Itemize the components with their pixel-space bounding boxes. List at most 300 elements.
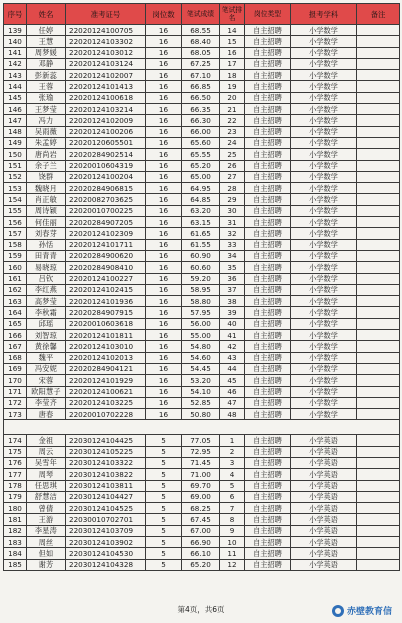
table-cell: 5 <box>220 480 245 491</box>
table-cell: 22030124103902 <box>66 537 146 548</box>
table-cell: 168 <box>4 352 27 363</box>
table-cell: 22020124103012 <box>66 47 146 58</box>
table-cell: 28 <box>220 183 245 194</box>
gap-cell <box>4 420 400 435</box>
table-cell: 54.80 <box>182 341 220 352</box>
table-cell: 唐春 <box>27 409 66 420</box>
table-row <box>4 352 400 363</box>
table-cell: 22030010702701 <box>66 514 146 525</box>
table-cell: 148 <box>4 126 27 137</box>
table-cell: 16 <box>146 330 182 341</box>
table-cell <box>357 81 400 92</box>
table-cell: 158 <box>4 239 27 250</box>
table-cell: 16 <box>146 386 182 397</box>
table-cell: 22020124100204 <box>66 171 146 182</box>
table-cell: 小学数学 <box>291 307 357 318</box>
table-cell <box>357 160 400 171</box>
table-cell: 邱瑶 <box>27 318 66 329</box>
table-cell: 小学数学 <box>291 363 357 374</box>
table-cell: 16 <box>146 228 182 239</box>
table-cell: 9 <box>220 525 245 536</box>
table-cell: 65.20 <box>182 559 220 570</box>
table-cell: 22030124104525 <box>66 503 146 514</box>
table-cell: 16 <box>146 239 182 250</box>
table-row <box>4 273 400 284</box>
table-row <box>4 307 400 318</box>
table-cell: 150 <box>4 149 27 160</box>
table-cell <box>357 284 400 295</box>
table-cell: 自主招聘 <box>245 514 291 525</box>
table-cell: 71.45 <box>182 457 220 468</box>
table-cell: 167 <box>4 341 27 352</box>
table-cell: 65.20 <box>182 160 220 171</box>
column-header: 笔试排名 <box>220 4 245 25</box>
table-cell: 52.85 <box>182 397 220 408</box>
table-cell: 25 <box>220 149 245 160</box>
table-cell: 自主招聘 <box>245 491 291 502</box>
table-cell: 自主招聘 <box>245 352 291 363</box>
table-cell: 小学数学 <box>291 115 357 126</box>
table-row <box>4 559 400 570</box>
table-cell: 54.60 <box>182 352 220 363</box>
table-cell: 66.85 <box>182 81 220 92</box>
table-cell: 155 <box>4 205 27 216</box>
table-cell: 自主招聘 <box>245 284 291 295</box>
page-footer: 第4页，共6页 <box>177 605 225 614</box>
table-cell: 142 <box>4 58 27 69</box>
table-cell: 16 <box>146 36 182 47</box>
table-cell: 41 <box>220 330 245 341</box>
table-cell: 李星涛 <box>27 525 66 536</box>
table-cell: 自主招聘 <box>245 149 291 160</box>
table-cell: 17 <box>220 58 245 69</box>
table-cell: 66.90 <box>182 537 220 548</box>
table-cell <box>357 525 400 536</box>
table-cell: 余子兰 <box>27 160 66 171</box>
table-cell <box>357 205 400 216</box>
table-cell: 19 <box>220 81 245 92</box>
table-row <box>4 194 400 205</box>
table-cell: 小学数学 <box>291 126 357 137</box>
table-cell: 自主招聘 <box>245 171 291 182</box>
table-cell: 小学英语 <box>291 559 357 570</box>
table-cell: 183 <box>4 537 27 548</box>
table-cell: 小学英语 <box>291 548 357 559</box>
table-cell: 5 <box>146 480 182 491</box>
table-cell: 140 <box>4 36 27 47</box>
table-cell: 153 <box>4 183 27 194</box>
table-cell: 22020010603618 <box>66 318 146 329</box>
table-cell: 自主招聘 <box>245 47 291 58</box>
table-row <box>4 70 400 81</box>
table-cell: 自主招聘 <box>245 435 291 446</box>
table-cell: 周梦媛 <box>27 47 66 58</box>
table-cell: 68.05 <box>182 47 220 58</box>
table-cell: 22020124102007 <box>66 70 146 81</box>
table-row <box>4 137 400 148</box>
table-cell <box>357 36 400 47</box>
table-cell: 16 <box>146 92 182 103</box>
table-cell: 64.85 <box>182 194 220 205</box>
table-row <box>4 480 400 491</box>
table-cell: 68.40 <box>182 36 220 47</box>
table-cell: 小学数学 <box>291 318 357 329</box>
table-cell: 小学数学 <box>291 341 357 352</box>
table-cell: 182 <box>4 525 27 536</box>
table-cell: 自主招聘 <box>245 205 291 216</box>
table-cell: 王梦莹 <box>27 104 66 115</box>
table-cell: 高梦莹 <box>27 296 66 307</box>
table-cell <box>357 92 400 103</box>
table-cell: 自主招聘 <box>245 446 291 457</box>
table-cell: 35 <box>220 262 245 273</box>
table-cell: 16 <box>146 194 182 205</box>
table-cell: 50.80 <box>182 409 220 420</box>
table-cell: 22020124101929 <box>66 375 146 386</box>
table-cell <box>357 137 400 148</box>
table-cell: 21 <box>220 104 245 115</box>
table-cell: 自主招聘 <box>245 397 291 408</box>
table-cell: 小学英语 <box>291 525 357 536</box>
table-row <box>4 58 400 69</box>
table-cell <box>357 250 400 261</box>
table-cell: 22020284900620 <box>66 250 146 261</box>
table-cell: 小学数学 <box>291 149 357 160</box>
table-cell <box>357 503 400 514</box>
table-cell: 16 <box>146 25 182 36</box>
table-row <box>4 149 400 160</box>
table-cell <box>357 375 400 386</box>
table-cell: 自主招聘 <box>245 469 291 480</box>
table-cell: 178 <box>4 480 27 491</box>
table-cell: 周丝 <box>27 537 66 548</box>
table-cell: 16 <box>146 375 182 386</box>
table-cell: 5 <box>146 446 182 457</box>
table-cell: 小学英语 <box>291 537 357 548</box>
table-cell: 小学数学 <box>291 92 357 103</box>
table-cell: 自主招聘 <box>245 330 291 341</box>
table-cell: 22020124101936 <box>66 296 146 307</box>
table-cell: 自主招聘 <box>245 457 291 468</box>
table-cell: 小学数学 <box>291 205 357 216</box>
table-cell: 66.30 <box>182 115 220 126</box>
table-cell: 185 <box>4 559 27 570</box>
table-cell: 5 <box>146 514 182 525</box>
table-cell: 67.45 <box>182 514 220 525</box>
table-cell: 自主招聘 <box>245 104 291 115</box>
table-cell: 22020124100621 <box>66 386 146 397</box>
table-cell: 170 <box>4 375 27 386</box>
table-cell: 22020284906815 <box>66 183 146 194</box>
column-header: 报考学科 <box>291 4 357 25</box>
table-cell: 179 <box>4 491 27 502</box>
table-cell: 175 <box>4 446 27 457</box>
table-cell: 小学英语 <box>291 469 357 480</box>
table-cell: 55.00 <box>182 330 220 341</box>
table-row <box>4 318 400 329</box>
table-cell: 刘智琼 <box>27 330 66 341</box>
table-cell: 173 <box>4 409 27 420</box>
table-cell: 177 <box>4 469 27 480</box>
table-row <box>4 250 400 261</box>
table-cell: 自主招聘 <box>245 525 291 536</box>
table-cell: 172 <box>4 397 27 408</box>
table-row <box>4 330 400 341</box>
table-cell: 22020120605501 <box>66 137 146 148</box>
table-cell: 143 <box>4 70 27 81</box>
table-cell: 22020124102309 <box>66 228 146 239</box>
table-cell: 周云 <box>27 446 66 457</box>
table-cell: 174 <box>4 435 27 446</box>
table-cell: 22020284907915 <box>66 307 146 318</box>
table-cell: 自主招聘 <box>245 307 291 318</box>
table-cell: 67.10 <box>182 70 220 81</box>
table-cell <box>357 318 400 329</box>
table-cell: 40 <box>220 318 245 329</box>
table-cell: 16 <box>146 352 182 363</box>
table-cell: 33 <box>220 239 245 250</box>
table-cell: 彭新蕊 <box>27 70 66 81</box>
table-row <box>4 503 400 514</box>
table-cell <box>357 446 400 457</box>
table-cell: 田青青 <box>27 250 66 261</box>
table-cell: 孙恬 <box>27 239 66 250</box>
table-row <box>4 469 400 480</box>
table-cell: 66.35 <box>182 104 220 115</box>
table-cell: 58.95 <box>182 284 220 295</box>
table-row <box>4 92 400 103</box>
table-cell: 160 <box>4 262 27 273</box>
table-cell: 57.95 <box>182 307 220 318</box>
table-cell <box>357 115 400 126</box>
table-cell: 李秋霜 <box>27 307 66 318</box>
table-cell: 易晓琼 <box>27 262 66 273</box>
table-cell: 38 <box>220 296 245 307</box>
table-cell: 68.55 <box>182 25 220 36</box>
wechat-icon <box>332 605 344 617</box>
table-cell: 18 <box>220 70 245 81</box>
table-cell: 5 <box>146 503 182 514</box>
table-cell: 小学数学 <box>291 70 357 81</box>
table-cell: 26 <box>220 160 245 171</box>
table-cell <box>357 548 400 559</box>
table-cell: 22020124100206 <box>66 126 146 137</box>
table-cell: 27 <box>220 171 245 182</box>
table-cell: 16 <box>146 284 182 295</box>
table-cell: 自主招聘 <box>245 137 291 148</box>
column-header: 准考证号 <box>66 4 146 25</box>
table-cell: 吴雨薇 <box>27 126 66 137</box>
table-cell: 64.95 <box>182 183 220 194</box>
table-cell: 11 <box>220 548 245 559</box>
table-row <box>4 525 400 536</box>
watermark-text: 赤壁教育信 <box>346 607 392 617</box>
table-cell: 2 <box>220 446 245 457</box>
table-cell: 自主招聘 <box>245 537 291 548</box>
table-cell: 小学数学 <box>291 386 357 397</box>
table-cell: 16 <box>146 104 182 115</box>
table-cell <box>357 47 400 58</box>
score-table <box>3 3 400 571</box>
table-cell: 22 <box>220 115 245 126</box>
table-row <box>4 171 400 182</box>
table-row <box>4 514 400 525</box>
table-cell <box>357 273 400 284</box>
table-cell: 22030124103822 <box>66 469 146 480</box>
table-cell <box>357 126 400 137</box>
table-cell: 小学英语 <box>291 446 357 457</box>
table-cell: 自主招聘 <box>245 250 291 261</box>
table-cell: 144 <box>4 81 27 92</box>
table-cell: 魏平 <box>27 352 66 363</box>
table-cell: 自主招聘 <box>245 228 291 239</box>
table-cell: 冯力 <box>27 115 66 126</box>
table-cell: 22030124104427 <box>66 491 146 502</box>
table-cell: 22030124105225 <box>66 446 146 457</box>
table-cell: 14 <box>220 25 245 36</box>
table-cell: 22020124103010 <box>66 341 146 352</box>
table-cell: 34 <box>220 250 245 261</box>
table-cell: 43 <box>220 352 245 363</box>
table-cell <box>357 537 400 548</box>
table-cell: 5 <box>146 548 182 559</box>
table-cell: 小学数学 <box>291 25 357 36</box>
table-cell: 22030124103709 <box>66 525 146 536</box>
table-cell: 22020124103214 <box>66 104 146 115</box>
table-cell: 小学数学 <box>291 104 357 115</box>
table-cell: 16 <box>146 409 182 420</box>
table-cell <box>357 435 400 446</box>
column-header: 岗位数 <box>146 4 182 25</box>
table-cell: 小学数学 <box>291 58 357 69</box>
table-cell: 小学数学 <box>291 375 357 386</box>
table-cell: 自主招聘 <box>245 115 291 126</box>
table-cell: 朱孟婷 <box>27 137 66 148</box>
table-cell <box>357 469 400 480</box>
table-cell: 44 <box>220 363 245 374</box>
table-cell: 154 <box>4 194 27 205</box>
table-cell <box>357 559 400 570</box>
table-cell: 自主招聘 <box>245 126 291 137</box>
table-cell <box>357 70 400 81</box>
table-cell <box>357 341 400 352</box>
table-cell: 3 <box>220 457 245 468</box>
table-cell: 166 <box>4 330 27 341</box>
table-cell: 24 <box>220 137 245 148</box>
table-cell: 自主招聘 <box>245 36 291 47</box>
table-cell: 29 <box>220 194 245 205</box>
table-cell: 31 <box>220 217 245 228</box>
table-header <box>4 4 400 25</box>
table-cell: 李红燕 <box>27 284 66 295</box>
table-cell: 67.00 <box>182 525 220 536</box>
table-cell: 16 <box>146 70 182 81</box>
table-cell: 自主招聘 <box>245 375 291 386</box>
table-cell: 22020124103124 <box>66 58 146 69</box>
table-cell: 65.60 <box>182 137 220 148</box>
table-cell: 16 <box>146 171 182 182</box>
table-cell: 22020124100227 <box>66 273 146 284</box>
table-cell <box>357 409 400 420</box>
table-cell: 22030124103322 <box>66 457 146 468</box>
table-cell: 22020124101711 <box>66 239 146 250</box>
table-cell: 22020124100705 <box>66 25 146 36</box>
table-cell: 自主招聘 <box>245 559 291 570</box>
table-cell: 66.50 <box>182 92 220 103</box>
table-cell: 156 <box>4 217 27 228</box>
table-cell: 8 <box>220 514 245 525</box>
table-cell <box>357 104 400 115</box>
table-row <box>4 104 400 115</box>
table-cell: 任婷 <box>27 25 66 36</box>
table-cell <box>357 307 400 318</box>
table-cell <box>357 386 400 397</box>
table-row <box>4 397 400 408</box>
table-row <box>4 296 400 307</box>
table-cell <box>357 457 400 468</box>
table-cell: 151 <box>4 160 27 171</box>
table-cell: 小学数学 <box>291 296 357 307</box>
table-row <box>4 262 400 273</box>
table-cell: 自主招聘 <box>245 70 291 81</box>
table-cell: 61.55 <box>182 239 220 250</box>
table-cell: 自主招聘 <box>245 386 291 397</box>
table-cell: 149 <box>4 137 27 148</box>
table-row <box>4 36 400 47</box>
table-cell: 159 <box>4 250 27 261</box>
table-cell: 69.70 <box>182 480 220 491</box>
table-row <box>4 341 400 352</box>
table-row <box>4 491 400 502</box>
table-cell: 12 <box>220 559 245 570</box>
table-cell: 42 <box>220 341 245 352</box>
table-cell: 162 <box>4 284 27 295</box>
table-cell: 自主招聘 <box>245 548 291 559</box>
table-cell <box>357 183 400 194</box>
table-cell: 小学数学 <box>291 36 357 47</box>
table-cell: 46 <box>220 386 245 397</box>
table-row <box>4 115 400 126</box>
table-cell: 曾倩 <box>27 503 66 514</box>
table-cell: 16 <box>146 397 182 408</box>
table-cell <box>357 363 400 374</box>
table-cell: 小学数学 <box>291 239 357 250</box>
table-cell: 16 <box>146 341 182 352</box>
table-row <box>4 25 400 36</box>
table-row <box>4 217 400 228</box>
table-cell: 164 <box>4 307 27 318</box>
table-cell: 小学英语 <box>291 457 357 468</box>
table-cell: 小学数学 <box>291 352 357 363</box>
table-cell: 77.05 <box>182 435 220 446</box>
table-cell: 22030124103811 <box>66 480 146 491</box>
table-cell: 60.90 <box>182 250 220 261</box>
table-cell: 小学数学 <box>291 250 357 261</box>
table-cell: 小学英语 <box>291 491 357 502</box>
table-cell: 16 <box>146 81 182 92</box>
table-cell: 王游 <box>27 514 66 525</box>
table-cell: 16 <box>146 273 182 284</box>
table-cell: 141 <box>4 47 27 58</box>
table-cell: 20 <box>220 92 245 103</box>
table-cell: 小学数学 <box>291 273 357 284</box>
table-cell: 72.95 <box>182 446 220 457</box>
table-cell: 157 <box>4 228 27 239</box>
table-cell: 22020124101811 <box>66 330 146 341</box>
table-cell: 小学英语 <box>291 503 357 514</box>
section-gap <box>4 420 400 435</box>
table-cell: 李莹齐 <box>27 397 66 408</box>
